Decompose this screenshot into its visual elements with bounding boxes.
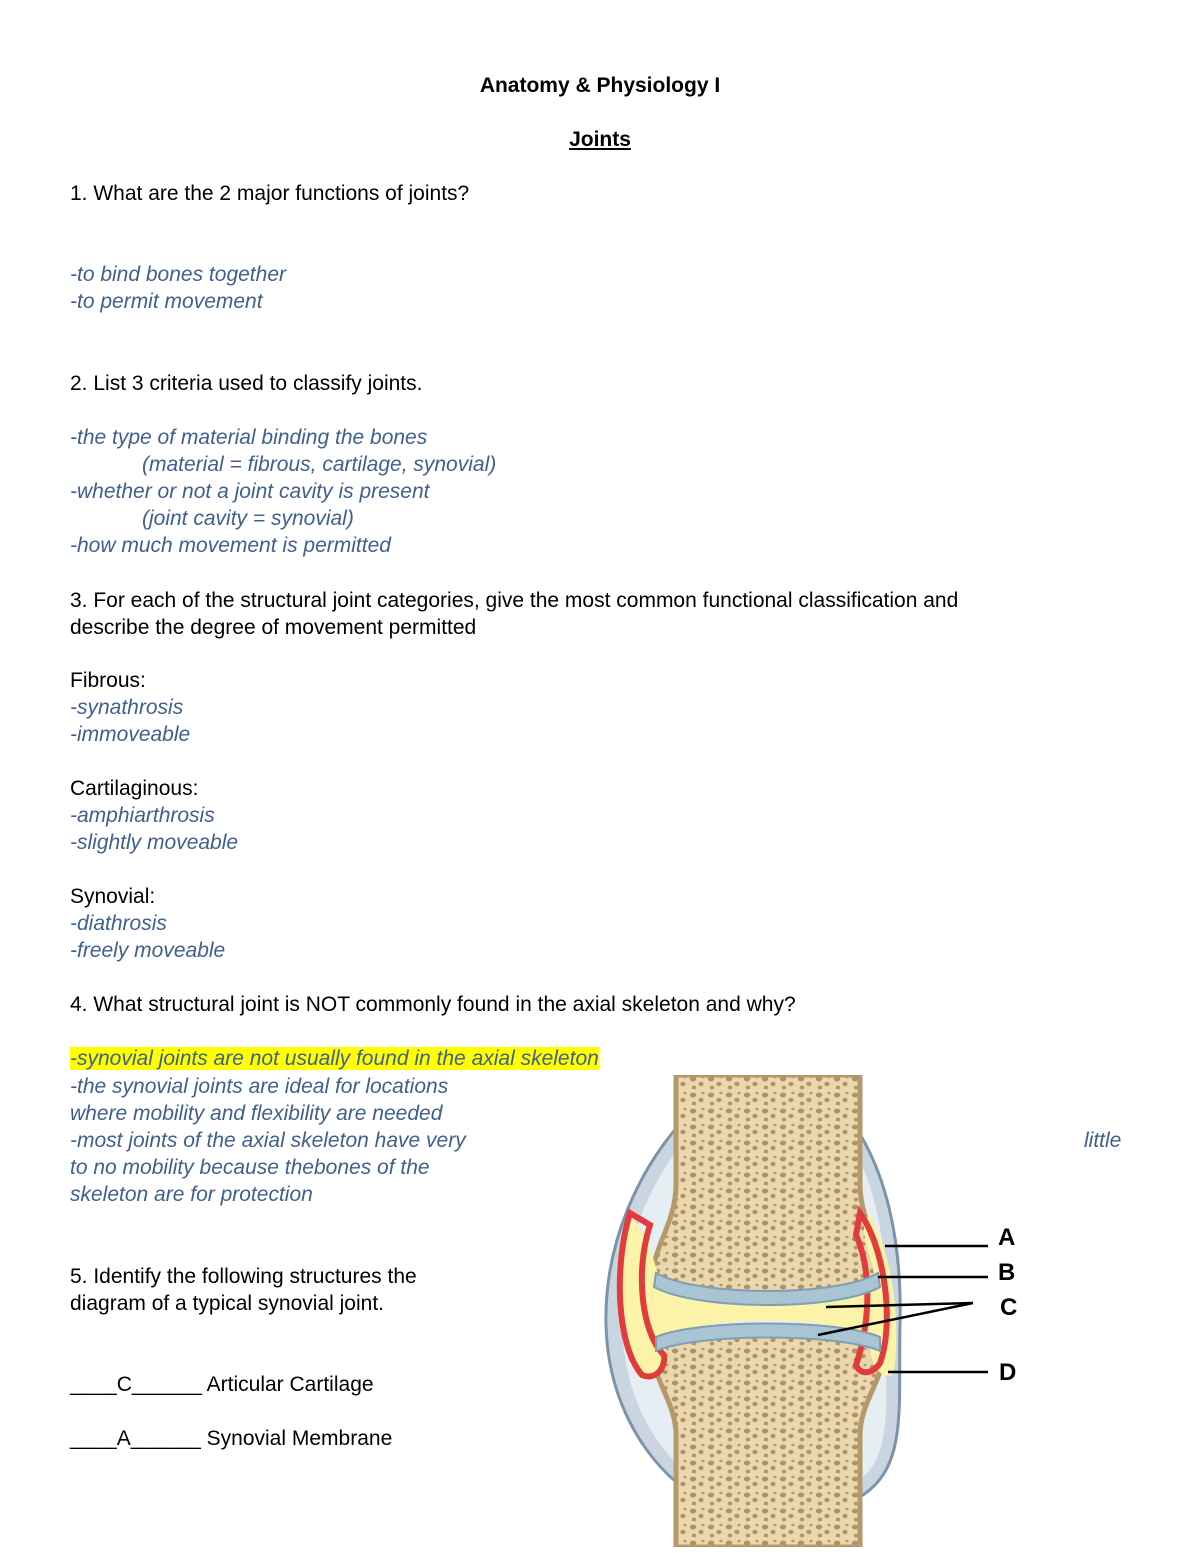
fibrous-class: -synathrosis <box>70 696 184 719</box>
question-5-line1: 5. Identify the following structures the <box>70 1265 417 1288</box>
question-5-line2: diagram of a typical synovial joint. <box>70 1292 384 1315</box>
label-b: B <box>998 1259 1016 1286</box>
answer-4-line1: -the synovial joints are ideal for locations <box>70 1075 449 1098</box>
category-fibrous: Fibrous: <box>70 669 146 692</box>
topic-title: Joints <box>569 128 631 151</box>
answer-blank: ____C______ <box>70 1373 202 1396</box>
category-cartilaginous: Cartilaginous: <box>70 777 199 800</box>
category-synovial: Synovial: <box>70 885 156 908</box>
answer-5-row-1 <box>70 1371 374 1398</box>
cartilaginous-movement: -slightly moveable <box>70 831 239 854</box>
question-3-line2: describe the degree of movement permitted <box>70 616 477 639</box>
cartilaginous-class: -amphiarthrosis <box>70 804 215 827</box>
answer-blank: ____A______ <box>70 1427 201 1450</box>
lower-bone <box>653 1328 883 1547</box>
answer-1a: -to bind bones together <box>70 263 286 286</box>
structure-term: Articular Cartilage <box>206 1373 374 1396</box>
answer-4-line4: to no mobility because thebones of the <box>70 1156 430 1179</box>
answer-2b: -whether or not a joint cavity is present <box>70 480 430 503</box>
answer-4-line3: -most joints of the axial skeleton have very <box>70 1129 466 1152</box>
highlighted-answer: -synovial joints are not usually found in the axial skeleton <box>70 1047 599 1070</box>
label-c: C <box>1000 1294 1018 1321</box>
question-4: 4. What structural joint is NOT commonly found in the axial skeleton and why? <box>70 993 796 1016</box>
synovial-joint-diagram <box>598 1075 1038 1547</box>
answer-2a-note: (material = fibrous, cartilage, synovial) <box>142 453 497 476</box>
question-3-line1: 3. For each of the structural joint categories, give the most common functional classification and <box>70 589 959 612</box>
synovial-movement: -freely moveable <box>70 939 226 962</box>
structure-term: Synovial Membrane <box>206 1427 393 1450</box>
answer-5-row-2 <box>70 1425 392 1452</box>
label-a: A <box>998 1224 1016 1251</box>
answer-2c: -how much movement is permitted <box>70 534 391 557</box>
answer-1b: -to permit movement <box>70 290 263 313</box>
answer-4-overflow-word: little <box>1084 1129 1122 1152</box>
answer-2b-note: (joint cavity = synovial) <box>142 507 354 530</box>
answer-4-line2: where mobility and flexibility are needed <box>70 1102 443 1125</box>
synovial-class: -diathrosis <box>70 912 167 935</box>
answer-4-line5: skeleton are for protection <box>70 1183 313 1206</box>
course-title: Anatomy & Physiology I <box>479 74 721 97</box>
fibrous-movement: -immoveable <box>70 723 191 746</box>
question-2: 2. List 3 criteria used to classify joints. <box>70 372 423 395</box>
question-1: 1. What are the 2 major functions of joints? <box>70 182 470 205</box>
label-d: D <box>999 1359 1017 1386</box>
answer-2a: -the type of material binding the bones <box>70 426 428 449</box>
upper-bone <box>653 1075 883 1303</box>
